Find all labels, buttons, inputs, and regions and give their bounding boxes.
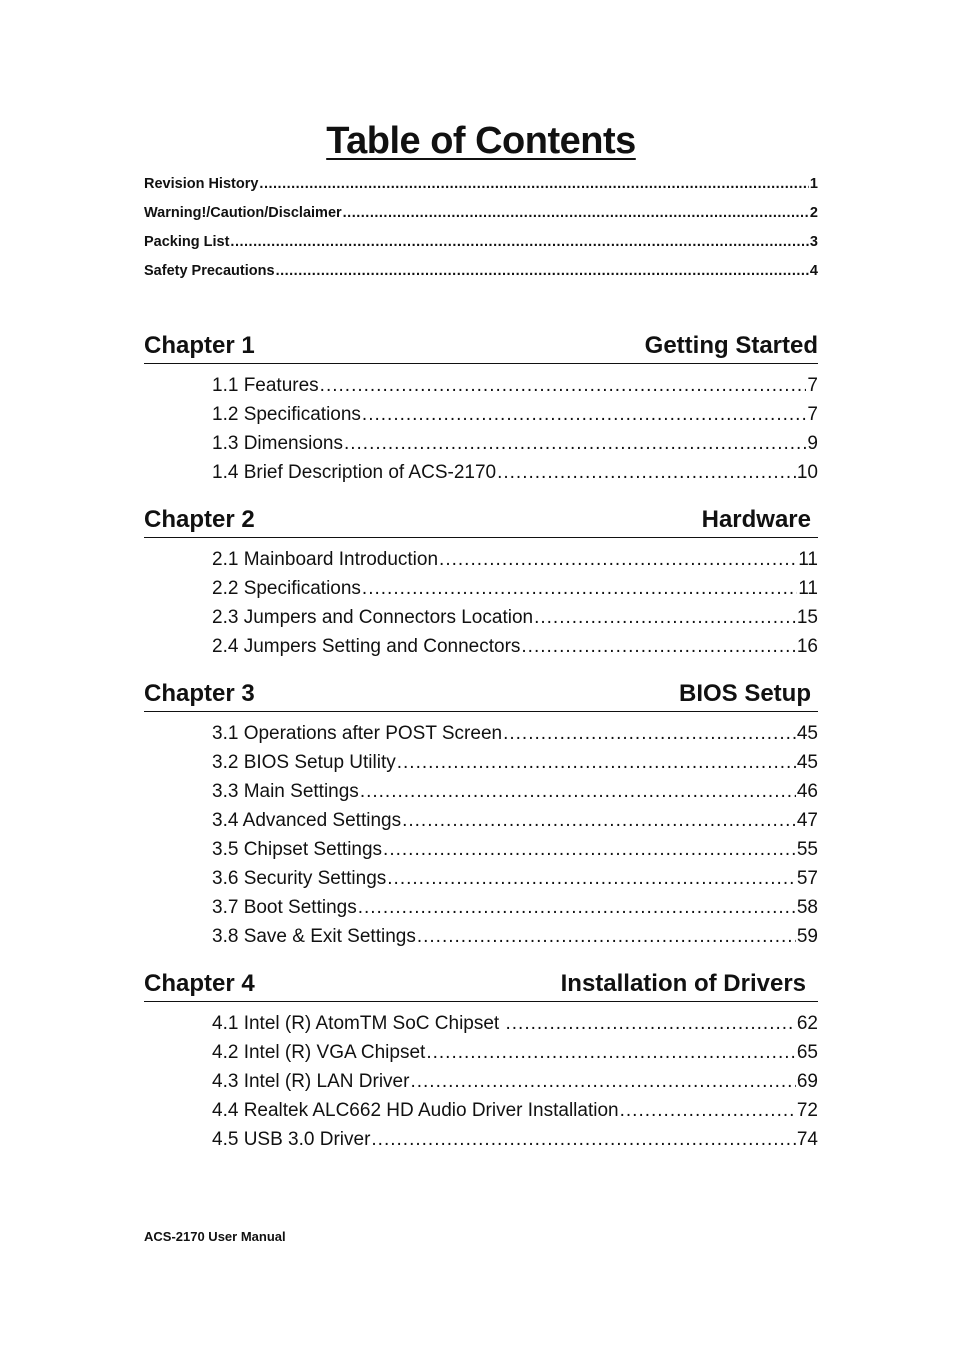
chapter-entries [144, 549, 818, 665]
toc-entry[interactable] [212, 404, 818, 433]
toc-entry[interactable] [212, 462, 818, 491]
dot-leader [506, 1013, 796, 1035]
toc-entry-page: 45 [796, 723, 818, 744]
toc-entry-label: 4.2 Intel (R) VGA Chipset [212, 1042, 426, 1063]
dot-leader [387, 868, 796, 890]
toc-entry[interactable] [212, 375, 818, 404]
toc-entry-page: 74 [796, 1129, 818, 1150]
dot-leader [383, 839, 796, 861]
toc-entry-page: 7 [807, 404, 818, 425]
chapter-heading[interactable] [144, 677, 818, 712]
toc-entry[interactable] [212, 868, 818, 897]
chapter-2-section [144, 503, 818, 665]
toc-entry-label: 4.3 Intel (R) LAN Driver [212, 1071, 410, 1092]
dot-leader [343, 205, 809, 221]
toc-entry[interactable] [212, 549, 818, 578]
toc-entry-label: 4.1 Intel (R) AtomTM SoC Chipset [212, 1013, 505, 1034]
toc-entry-label: 4.5 USB 3.0 Driver [212, 1129, 371, 1150]
toc-entry-label: Safety Precautions [144, 263, 275, 279]
dot-leader [360, 781, 796, 803]
toc-entry-page: 59 [796, 926, 818, 947]
toc-entry-label: 2.3 Jumpers and Connectors Location [212, 607, 534, 628]
toc-entry-label: 1.1 Features [212, 375, 319, 396]
toc-entry-page: 45 [796, 752, 818, 773]
toc-entry[interactable] [144, 176, 818, 205]
toc-entry-page: 72 [796, 1100, 818, 1121]
toc-entry[interactable] [212, 1013, 818, 1042]
chapter-title: Hardware [701, 506, 811, 533]
toc-entry-label: 2.2 Specifications [212, 578, 361, 599]
dot-leader [402, 810, 796, 832]
toc-entry[interactable] [144, 263, 818, 292]
chapter-title: Getting Started [644, 332, 818, 359]
toc-entry-label: 3.5 Chipset Settings [212, 839, 383, 860]
dot-leader [410, 1071, 795, 1093]
chapter-1-section [144, 329, 818, 491]
dot-leader [503, 723, 796, 745]
front-matter-list [144, 176, 818, 292]
page-title [144, 120, 818, 163]
chapter-number: Chapter 2 [144, 506, 255, 533]
toc-entry-page: 16 [796, 636, 818, 657]
toc-entry-page: 62 [796, 1013, 818, 1034]
toc-entry-label: 3.1 Operations after POST Screen [212, 723, 503, 744]
chapter-number: Chapter 4 [144, 970, 255, 997]
toc-entry-page: 47 [796, 810, 818, 831]
dot-leader [276, 263, 809, 279]
toc-entry-label: 3.6 Security Settings [212, 868, 387, 889]
toc-entry[interactable] [212, 607, 818, 636]
chapter-number: Chapter 3 [144, 680, 255, 707]
toc-entry-label: 3.7 Boot Settings [212, 897, 357, 918]
toc-entry-label: 3.3 Main Settings [212, 781, 359, 802]
chapter-heading[interactable] [144, 329, 818, 364]
chapter-4-section [144, 967, 818, 1158]
toc-entry[interactable] [212, 926, 818, 955]
chapter-list [144, 329, 818, 1170]
toc-entry[interactable] [212, 1042, 818, 1071]
chapter-3-section [144, 677, 818, 955]
toc-entry-label: Revision History [144, 176, 259, 192]
dot-leader [259, 176, 809, 192]
toc-entry-page: 69 [796, 1071, 818, 1092]
toc-entry[interactable] [212, 433, 818, 462]
dot-leader [230, 234, 809, 250]
dot-leader [620, 1100, 796, 1122]
chapter-title: Installation of Drivers [560, 970, 806, 997]
dot-leader [362, 578, 797, 600]
toc-page [144, 0, 818, 1350]
toc-entry[interactable] [144, 205, 818, 234]
toc-entry[interactable] [212, 752, 818, 781]
toc-entry[interactable] [212, 781, 818, 810]
toc-entry[interactable] [212, 839, 818, 868]
toc-entry[interactable] [212, 1129, 818, 1158]
toc-entry-label: 4.4 Realtek ALC662 HD Audio Driver Installation [212, 1100, 619, 1121]
dot-leader [371, 1129, 795, 1151]
toc-entry-page: 55 [796, 839, 818, 860]
chapter-entries [144, 723, 818, 955]
toc-entry-page: 15 [796, 607, 818, 628]
dot-leader [497, 462, 796, 484]
toc-entry-label: 1.3 Dimensions [212, 433, 343, 454]
chapter-number: Chapter 1 [144, 332, 255, 359]
toc-entry-page: 11 [798, 549, 818, 570]
dot-leader [534, 607, 796, 629]
toc-entry[interactable] [212, 636, 818, 665]
toc-entry-label: 3.8 Save & Exit Settings [212, 926, 416, 947]
page-title-text: Table of Contents [326, 120, 636, 162]
dot-leader [320, 375, 807, 397]
dot-leader [521, 636, 795, 658]
chapter-entries [144, 375, 818, 491]
chapter-heading[interactable] [144, 503, 818, 538]
toc-entry-page: 2 [809, 205, 818, 221]
dot-leader [417, 926, 796, 948]
toc-entry-page: 7 [807, 375, 818, 396]
toc-entry-page: 1 [809, 176, 818, 192]
dot-leader [358, 897, 796, 919]
toc-entry-page: 58 [796, 897, 818, 918]
toc-entry-label: 3.2 BIOS Setup Utility [212, 752, 396, 773]
toc-entry-label: 2.1 Mainboard Introduction [212, 549, 439, 570]
toc-entry-label: 1.2 Specifications [212, 404, 361, 425]
toc-entry-page: 46 [796, 781, 818, 802]
toc-entry[interactable] [144, 234, 818, 263]
dot-leader [397, 752, 796, 774]
toc-entry-page: 9 [807, 433, 818, 454]
chapter-heading[interactable] [144, 967, 818, 1002]
toc-entry-label: Warning!/Caution/Disclaimer [144, 205, 342, 221]
dot-leader [362, 404, 807, 426]
dot-leader [439, 549, 797, 571]
toc-entry-page: 65 [796, 1042, 818, 1063]
dot-leader [344, 433, 806, 455]
toc-entry-label: 2.4 Jumpers Setting and Connectors [212, 636, 521, 657]
toc-entry-page: 11 [798, 578, 818, 599]
toc-entry[interactable] [212, 723, 818, 752]
chapter-title: BIOS Setup [678, 680, 811, 707]
toc-entry-label: 3.4 Advanced Settings [212, 810, 402, 831]
chapter-entries [144, 1013, 818, 1158]
toc-entry-page: 4 [809, 263, 818, 279]
toc-entry-label: 1.4 Brief Description of ACS-2170 [212, 462, 497, 483]
toc-entry[interactable] [212, 1100, 818, 1129]
toc-entry[interactable] [212, 1071, 818, 1100]
dot-leader [426, 1042, 796, 1064]
toc-entry[interactable] [212, 810, 818, 839]
toc-entry[interactable] [212, 897, 818, 926]
document-footer: ACS-2170 User Manual [144, 1229, 286, 1244]
toc-entry[interactable] [212, 578, 818, 607]
toc-entry-page: 57 [796, 868, 818, 889]
toc-entry-page: 10 [796, 462, 818, 483]
toc-entry-label: Packing List [144, 234, 230, 250]
toc-entry-page: 3 [809, 234, 818, 250]
